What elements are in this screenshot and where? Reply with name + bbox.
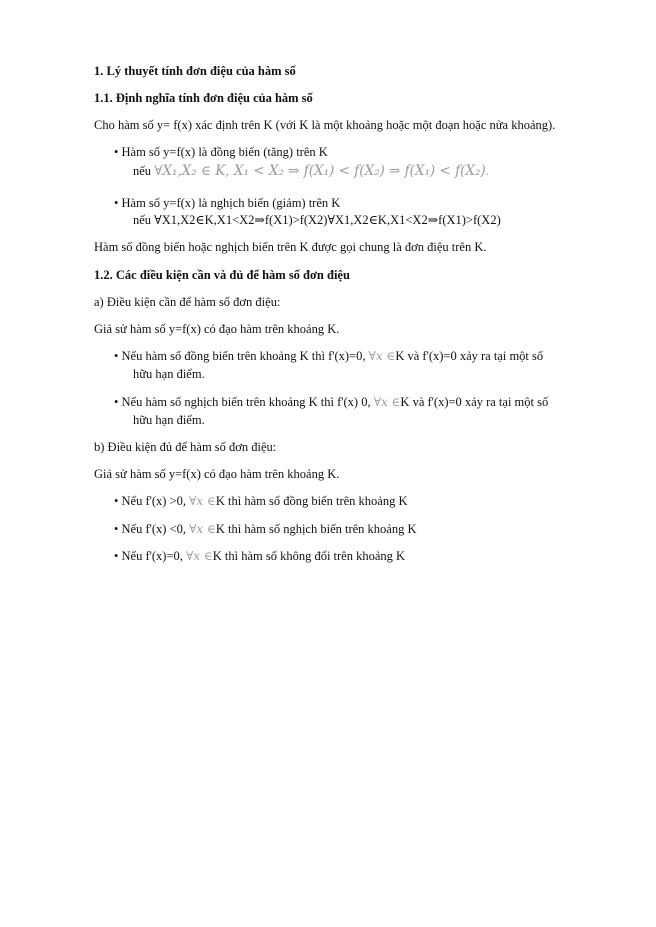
necessary-item-1-math: ∀x ∈ (368, 349, 396, 363)
necessary-condition-title: a) Điều kiện cần để hàm số đơn điệu: (94, 295, 281, 309)
necessary-item-1 (114, 349, 543, 364)
sufficient-item-3-text-a: • Nếu f'(x)=0, (114, 549, 186, 563)
sufficient-item-1-text-b: K thì hàm số đồng biến trên khoảng K (215, 494, 408, 508)
sufficient-item-3 (114, 549, 405, 564)
necessary-item-2-text-b: K và f'(x)=0 xảy ra tại một số (400, 395, 549, 409)
sufficient-item-1-text-a: • Nếu f'(x) >0, (114, 494, 190, 508)
sufficient-item-1-math: ∀x ∈ (189, 494, 216, 508)
decreasing-bullet: • Hàm số y=f(x) là nghịch biến (giảm) trên K (114, 196, 341, 210)
necessary-item-1-continuation: hữu hạn điểm. (133, 367, 205, 381)
necessary-item-1-text-a: • Nếu hàm số đồng biến trên khoảng K thì f'(x)=0, (114, 349, 369, 363)
necessary-item-2-math: ∀x ∈ (373, 395, 401, 409)
sufficient-condition-title: b) Điều kiện đủ để hàm số đơn điệu: (94, 440, 277, 454)
increasing-formula: ∀X₁,X₂ ∈ K, X₁ < X₂ ⇒ f(X₁) < f(X₂) ⇒ f(X₁) < f(X₂) (154, 163, 486, 179)
necessary-item-1-text-b: K và f'(x)=0 xảy ra tại một số (395, 349, 544, 363)
sufficient-item-1 (114, 494, 407, 509)
section-1-2-heading: 1.2. Các điều kiện cần và đủ để hàm số đơn điệu (94, 268, 350, 282)
sufficient-assumption: Giả sử hàm số y=f(x) có đạo hàm trên khoảng K. (94, 467, 340, 481)
necessary-item-2 (114, 395, 548, 410)
necessary-assumption: Giả sử hàm số y=f(x) có đạo hàm trên khoảng K. (94, 322, 340, 336)
necessary-item-2-continuation: hữu hạn điểm. (133, 413, 205, 427)
sufficient-item-3-math: ∀x ∈ (186, 549, 213, 563)
decreasing-condition: nếu ∀X1,X2∈K,X1<X2⇒f(X1)>f(X2)∀X1,X2∈K,X1<X2⇒f(X1)>f(X2) (133, 213, 501, 227)
sufficient-item-2-math: ∀x ∈ (189, 522, 216, 536)
section-1-1-heading: 1.1. Định nghĩa tính đơn điệu của hàm số (94, 91, 313, 105)
monotonic-summary: Hàm số đồng biến hoặc nghịch biến trên K được gọi chung là đơn điệu trên K. (94, 240, 487, 254)
increasing-bullet: • Hàm số y=f(x) là đồng biến (tăng) trên K (114, 145, 328, 159)
increasing-formula-period: . (485, 164, 489, 178)
sufficient-item-2 (114, 522, 417, 537)
increasing-condition-prefix: nếu (133, 164, 152, 178)
sufficient-item-2-text-a: • Nếu f'(x) <0, (114, 522, 190, 536)
sufficient-item-3-text-b: K thì hàm số không đổi trên khoảng K (212, 549, 406, 563)
sufficient-item-2-text-b: K thì hàm số nghịch biến trên khoảng K (215, 522, 417, 536)
necessary-item-2-text-a: • Nếu hàm số nghịch biến trên khoảng K thì f'(x) 0, (114, 395, 374, 409)
section-1-heading: 1. Lý thuyết tính đơn điệu của hàm số (94, 64, 296, 78)
definition-intro: Cho hàm số y= f(x) xác định trên K (với K là một khoảng hoặc một đoạn hoặc nửa khoảng). (94, 118, 556, 132)
increasing-condition (133, 163, 489, 179)
